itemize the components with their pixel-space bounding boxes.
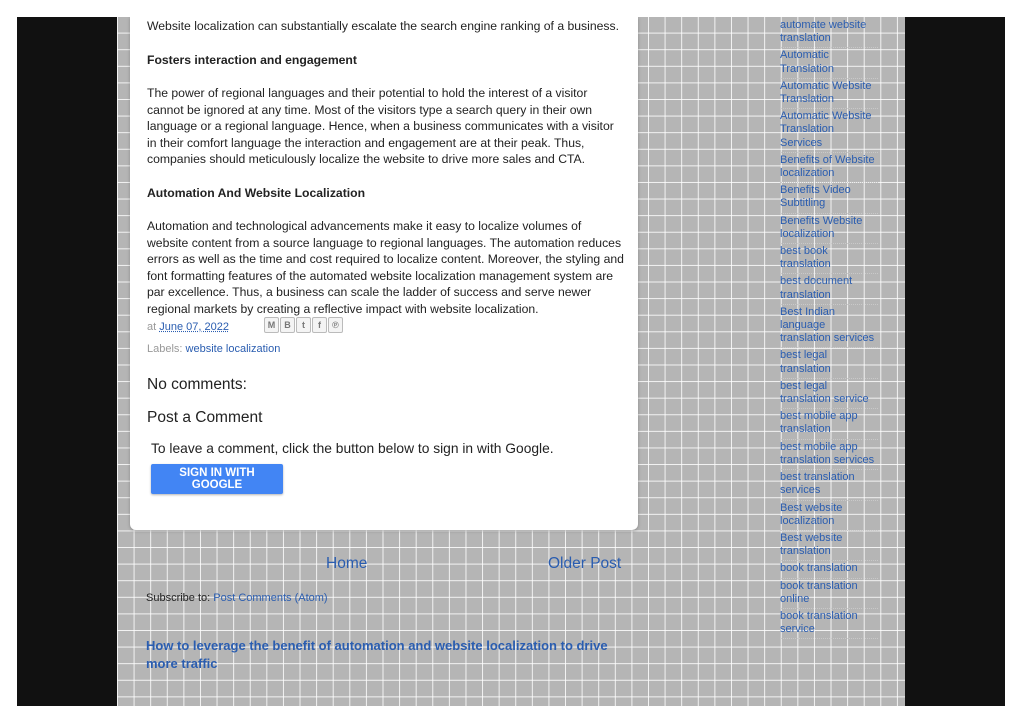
blog-pager: [130, 555, 638, 575]
twitter-icon[interactable]: t: [296, 317, 311, 333]
facebook-icon[interactable]: f: [312, 317, 327, 333]
post-heading-automation: Automation And Website Localization: [147, 185, 366, 200]
label-link-website-localization[interactable]: website localization: [185, 343, 281, 355]
sidebar-label-item: [780, 214, 878, 244]
pinterest-icon[interactable]: ℗: [328, 317, 343, 333]
sidebar-label-link[interactable]: best legal translation: [780, 349, 831, 375]
sidebar-label-item: [780, 153, 878, 183]
sidebar-label-item: [780, 609, 878, 639]
sidebar-label-item: [780, 305, 878, 349]
sidebar-label-item: [780, 48, 878, 78]
post-at-label: at: [147, 321, 157, 333]
sidebar-labels-list: [780, 17, 878, 639]
sidebar-label-link[interactable]: best book translation: [780, 245, 831, 271]
sidebar-label-link[interactable]: best mobile app translation services: [780, 440, 875, 466]
home-link[interactable]: Home: [326, 555, 368, 572]
email-icon[interactable]: M: [264, 317, 279, 333]
post-paragraph-intro: Website localization can substantially escalate the search engine ranking of a business.: [147, 19, 619, 33]
post-comments-atom-link[interactable]: Post Comments (Atom): [213, 592, 328, 604]
post-card: [130, 17, 638, 530]
post-paragraph-automation: Automation and technological advancements make it easy to localize volumes of website content from a source language to regional languages. The automation reduces errors as well as the time and cost required to localize content. Moreover, the styling and font formatting features of the automated website localization management system are par excellence. Thus, a business can scale the ladder of success and serve newer regional markets by creating a reflective impact with website localization.: [147, 219, 624, 316]
older-post-link[interactable]: Older Post: [548, 555, 622, 572]
post-heading-engagement: Fosters interaction and engagement: [147, 52, 357, 67]
sidebar-label-item: [780, 440, 878, 470]
sidebar-label-item: [780, 109, 878, 153]
sidebar-label-item: [780, 579, 878, 609]
related-post-link[interactable]: How to leverage the benefit of automation and website localization to drive more traffic: [146, 638, 608, 671]
sidebar-label-item: [780, 501, 878, 531]
sidebar-label-item: [780, 531, 878, 561]
sidebar-label-link[interactable]: best translation services: [780, 471, 855, 497]
comments-heading: No comments:: [147, 376, 247, 393]
sidebar-label-item: [780, 244, 878, 274]
subscribe-prefix: Subscribe to:: [146, 592, 211, 604]
post-comment-heading: Post a Comment: [147, 409, 263, 426]
sidebar-label-link[interactable]: book translation: [780, 562, 858, 575]
blogger-icon[interactable]: B: [280, 317, 295, 333]
post-paragraph-engagement: The power of regional languages and their potential to hold the interest of a visitor cannot be ignored at any time. Most of the visitors type a search query in their own language or a regional language. Hence, when a business communicates with a visitor in their comfort language the interaction and engagement are at their peak. Thus, companies should meticulously localize the website to drive more sales and CTA.: [147, 86, 614, 166]
sidebar-label-item: [780, 79, 878, 109]
sidebar-label-link[interactable]: Automatic Website Translation: [780, 79, 872, 106]
post-footer: [147, 320, 625, 355]
sidebar-label-item: [780, 561, 878, 578]
sidebar-label-item: [780, 17, 878, 48]
sidebar-label-item: [780, 274, 878, 304]
labels-prefix: Labels:: [147, 343, 183, 355]
sidebar-label-link[interactable]: Benefits Website localization: [780, 214, 863, 240]
sidebar-label-link[interactable]: automate website translation: [780, 19, 867, 45]
sidebar-label-item: [780, 409, 878, 439]
sign-in-with-google-button[interactable]: SIGN IN WITH GOOGLE: [151, 464, 283, 494]
comment-signin-prompt: To leave a comment, click the button below to sign in with Google.: [151, 441, 554, 456]
sidebar-label-link[interactable]: book translation service: [780, 609, 858, 636]
page-background: [17, 17, 1005, 706]
sidebar-label-item: [780, 348, 878, 378]
sidebar-label-link[interactable]: Best website localization: [780, 501, 843, 527]
sidebar-label-item: [780, 183, 878, 213]
sidebar-label-item: [780, 470, 878, 500]
post-labels: [147, 343, 280, 355]
sidebar-label-link[interactable]: best document translation: [780, 275, 853, 301]
sidebar-label-link[interactable]: best legal translation service: [780, 379, 869, 406]
post-date-link[interactable]: June 07, 2022: [159, 321, 229, 333]
sidebar-label-link[interactable]: Benefits of Website localization: [780, 153, 875, 180]
sidebar-label-link[interactable]: Best website translation: [780, 531, 843, 558]
sidebar-label-link[interactable]: Benefits Video Subtitling: [780, 184, 851, 210]
sidebar-label-link[interactable]: book translation online: [780, 579, 858, 605]
sidebar-label-link[interactable]: Automatic Website Translation Services: [780, 110, 872, 149]
subscribe-line: [146, 592, 328, 604]
sidebar-label-link[interactable]: Best Indian language translation services: [780, 305, 875, 345]
post-body: [147, 17, 625, 317]
sidebar-label-item: [780, 379, 878, 409]
share-buttons: [264, 317, 343, 333]
sidebar-label-link[interactable]: Automatic Translation: [780, 49, 835, 75]
sidebar-label-link[interactable]: best mobile app translation: [780, 410, 858, 436]
